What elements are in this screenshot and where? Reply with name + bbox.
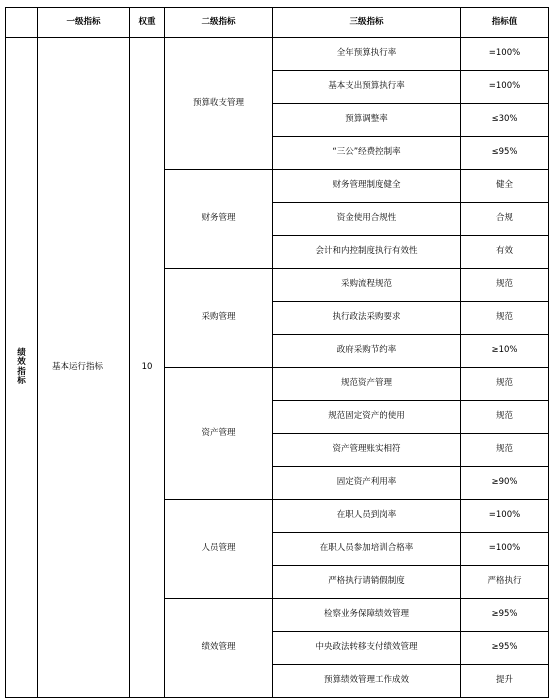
header-level3-indicator: 三级指标 xyxy=(273,8,461,38)
indicator-value-cell: =100% xyxy=(461,38,549,71)
level3-indicator-cell: 资产管理账实相符 xyxy=(273,434,461,467)
level3-indicator-cell: 预算绩效管理工作成效 xyxy=(273,665,461,698)
indicator-value-cell: =100% xyxy=(461,533,549,566)
level2-indicator-cell: 预算收支管理 xyxy=(165,38,273,170)
performance-indicator-table xyxy=(5,7,549,698)
table-header xyxy=(6,8,549,38)
header-indicator-value: 指标值 xyxy=(461,8,549,38)
indicator-value-cell: 提升 xyxy=(461,665,549,698)
level3-indicator-cell: 规范固定资产的使用 xyxy=(273,401,461,434)
level3-indicator-cell: 资金使用合规性 xyxy=(273,203,461,236)
level3-indicator-cell: 规范资产管理 xyxy=(273,368,461,401)
level3-indicator-cell: 在职人员参加培训合格率 xyxy=(273,533,461,566)
indicator-value-cell: ≥10% xyxy=(461,335,549,368)
indicator-value-cell: =100% xyxy=(461,71,549,104)
level3-indicator-cell: 基本支出预算执行率 xyxy=(273,71,461,104)
level3-indicator-cell: 预算调整率 xyxy=(273,104,461,137)
level3-indicator-cell: 采购流程规范 xyxy=(273,269,461,302)
indicator-value-cell: 规范 xyxy=(461,368,549,401)
level3-indicator-cell: 全年预算执行率 xyxy=(273,38,461,71)
category-char: 指 xyxy=(17,366,26,377)
header-row xyxy=(6,8,549,38)
header-category xyxy=(6,8,38,38)
level3-indicator-cell: 固定资产利用率 xyxy=(273,467,461,500)
category-char: 标 xyxy=(17,375,26,386)
indicator-value-cell: ≤95% xyxy=(461,137,549,170)
indicator-value-cell: 健全 xyxy=(461,170,549,203)
indicator-value-cell: 规范 xyxy=(461,434,549,467)
level2-indicator-cell: 人员管理 xyxy=(165,500,273,599)
level3-indicator-cell: 执行政法采购要求 xyxy=(273,302,461,335)
header-level2-indicator: 二级指标 xyxy=(165,8,273,38)
level3-indicator-cell: 检察业务保障绩效管理 xyxy=(273,599,461,632)
level3-indicator-cell: 财务管理制度健全 xyxy=(273,170,461,203)
table-row xyxy=(6,38,549,71)
level3-indicator-cell: 在职人员到岗率 xyxy=(273,500,461,533)
indicator-value-cell: ≤30% xyxy=(461,104,549,137)
indicator-value-cell: 严格执行 xyxy=(461,566,549,599)
level1-indicator-cell: 基本运行指标 xyxy=(38,38,130,698)
level3-indicator-cell: “三公”经费控制率 xyxy=(273,137,461,170)
level2-indicator-cell: 财务管理 xyxy=(165,170,273,269)
indicator-value-cell: ≥95% xyxy=(461,599,549,632)
category-char: 绩 xyxy=(17,347,26,358)
indicator-value-cell: 合规 xyxy=(461,203,549,236)
indicator-value-cell: 规范 xyxy=(461,401,549,434)
level2-indicator-cell: 采购管理 xyxy=(165,269,273,368)
indicator-value-cell: 规范 xyxy=(461,269,549,302)
weight-cell: 10 xyxy=(130,38,165,698)
header-level1-indicator: 一级指标 xyxy=(38,8,130,38)
table-body xyxy=(6,38,549,698)
level3-indicator-cell: 政府采购节约率 xyxy=(273,335,461,368)
level2-indicator-cell: 绩效管理 xyxy=(165,599,273,698)
level3-indicator-cell: 严格执行请销假制度 xyxy=(273,566,461,599)
indicator-value-cell: =100% xyxy=(461,500,549,533)
indicator-value-cell: ≥95% xyxy=(461,632,549,665)
indicator-value-cell: ≥90% xyxy=(461,467,549,500)
category-char: 效 xyxy=(17,357,26,368)
category-label-cell xyxy=(6,38,38,698)
indicator-value-cell: 规范 xyxy=(461,302,549,335)
level3-indicator-cell: 会计和内控制度执行有效性 xyxy=(273,236,461,269)
level3-indicator-cell: 中央政法转移支付绩效管理 xyxy=(273,632,461,665)
level2-indicator-cell: 资产管理 xyxy=(165,368,273,500)
header-weight: 权重 xyxy=(130,8,165,38)
indicator-value-cell: 有效 xyxy=(461,236,549,269)
